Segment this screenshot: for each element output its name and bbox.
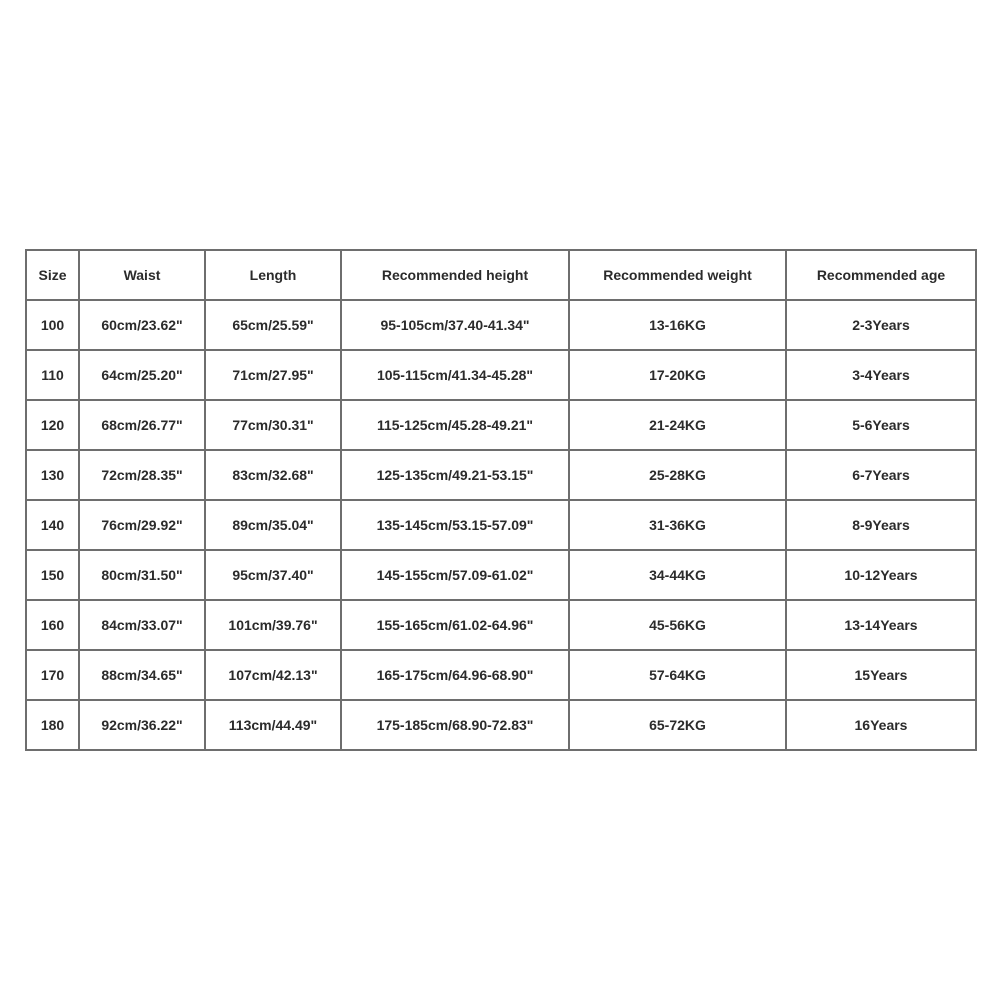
cell-size: 130 xyxy=(26,450,79,500)
cell-recommended-height: 135-145cm/53.15-57.09" xyxy=(341,500,569,550)
cell-recommended-age: 15Years xyxy=(786,650,976,700)
table-row xyxy=(26,650,976,700)
table-row xyxy=(26,700,976,750)
cell-recommended-age: 13-14Years xyxy=(786,600,976,650)
cell-length: 65cm/25.59" xyxy=(205,300,341,350)
cell-size: 160 xyxy=(26,600,79,650)
cell-waist: 88cm/34.65" xyxy=(79,650,205,700)
table-header xyxy=(26,250,976,300)
cell-recommended-height: 105-115cm/41.34-45.28" xyxy=(341,350,569,400)
cell-recommended-height: 115-125cm/45.28-49.21" xyxy=(341,400,569,450)
table-body xyxy=(26,300,976,750)
cell-recommended-weight: 57-64KG xyxy=(569,650,786,700)
cell-recommended-weight: 17-20KG xyxy=(569,350,786,400)
cell-waist: 92cm/36.22" xyxy=(79,700,205,750)
table-row xyxy=(26,600,976,650)
size-chart-table xyxy=(25,249,977,751)
cell-recommended-age: 6-7Years xyxy=(786,450,976,500)
cell-recommended-weight: 45-56KG xyxy=(569,600,786,650)
cell-recommended-age: 3-4Years xyxy=(786,350,976,400)
cell-recommended-weight: 25-28KG xyxy=(569,450,786,500)
cell-recommended-height: 165-175cm/64.96-68.90" xyxy=(341,650,569,700)
cell-waist: 76cm/29.92" xyxy=(79,500,205,550)
cell-length: 107cm/42.13" xyxy=(205,650,341,700)
cell-length: 95cm/37.40" xyxy=(205,550,341,600)
cell-recommended-age: 5-6Years xyxy=(786,400,976,450)
cell-recommended-weight: 21-24KG xyxy=(569,400,786,450)
cell-recommended-age: 10-12Years xyxy=(786,550,976,600)
header-recommended-height: Recommended height xyxy=(341,250,569,300)
cell-length: 101cm/39.76" xyxy=(205,600,341,650)
table-row xyxy=(26,400,976,450)
header-waist: Waist xyxy=(79,250,205,300)
cell-recommended-height: 125-135cm/49.21-53.15" xyxy=(341,450,569,500)
cell-size: 120 xyxy=(26,400,79,450)
cell-length: 113cm/44.49" xyxy=(205,700,341,750)
cell-recommended-weight: 31-36KG xyxy=(569,500,786,550)
cell-length: 83cm/32.68" xyxy=(205,450,341,500)
cell-recommended-age: 2-3Years xyxy=(786,300,976,350)
cell-recommended-height: 95-105cm/37.40-41.34" xyxy=(341,300,569,350)
table-row xyxy=(26,300,976,350)
table-row xyxy=(26,450,976,500)
header-recommended-weight: Recommended weight xyxy=(569,250,786,300)
header-length: Length xyxy=(205,250,341,300)
cell-waist: 60cm/23.62" xyxy=(79,300,205,350)
cell-recommended-weight: 13-16KG xyxy=(569,300,786,350)
cell-recommended-weight: 65-72KG xyxy=(569,700,786,750)
cell-size: 140 xyxy=(26,500,79,550)
cell-size: 110 xyxy=(26,350,79,400)
cell-size: 180 xyxy=(26,700,79,750)
table-row xyxy=(26,350,976,400)
cell-size: 150 xyxy=(26,550,79,600)
table-row xyxy=(26,550,976,600)
cell-waist: 72cm/28.35" xyxy=(79,450,205,500)
cell-length: 89cm/35.04" xyxy=(205,500,341,550)
cell-waist: 64cm/25.20" xyxy=(79,350,205,400)
cell-recommended-height: 145-155cm/57.09-61.02" xyxy=(341,550,569,600)
cell-length: 71cm/27.95" xyxy=(205,350,341,400)
cell-recommended-age: 16Years xyxy=(786,700,976,750)
cell-recommended-weight: 34-44KG xyxy=(569,550,786,600)
cell-recommended-height: 175-185cm/68.90-72.83" xyxy=(341,700,569,750)
cell-length: 77cm/30.31" xyxy=(205,400,341,450)
cell-recommended-height: 155-165cm/61.02-64.96" xyxy=(341,600,569,650)
cell-waist: 80cm/31.50" xyxy=(79,550,205,600)
header-row xyxy=(26,250,976,300)
cell-size: 170 xyxy=(26,650,79,700)
cell-recommended-age: 8-9Years xyxy=(786,500,976,550)
header-size: Size xyxy=(26,250,79,300)
cell-waist: 84cm/33.07" xyxy=(79,600,205,650)
cell-size: 100 xyxy=(26,300,79,350)
table-row xyxy=(26,500,976,550)
header-recommended-age: Recommended age xyxy=(786,250,976,300)
cell-waist: 68cm/26.77" xyxy=(79,400,205,450)
